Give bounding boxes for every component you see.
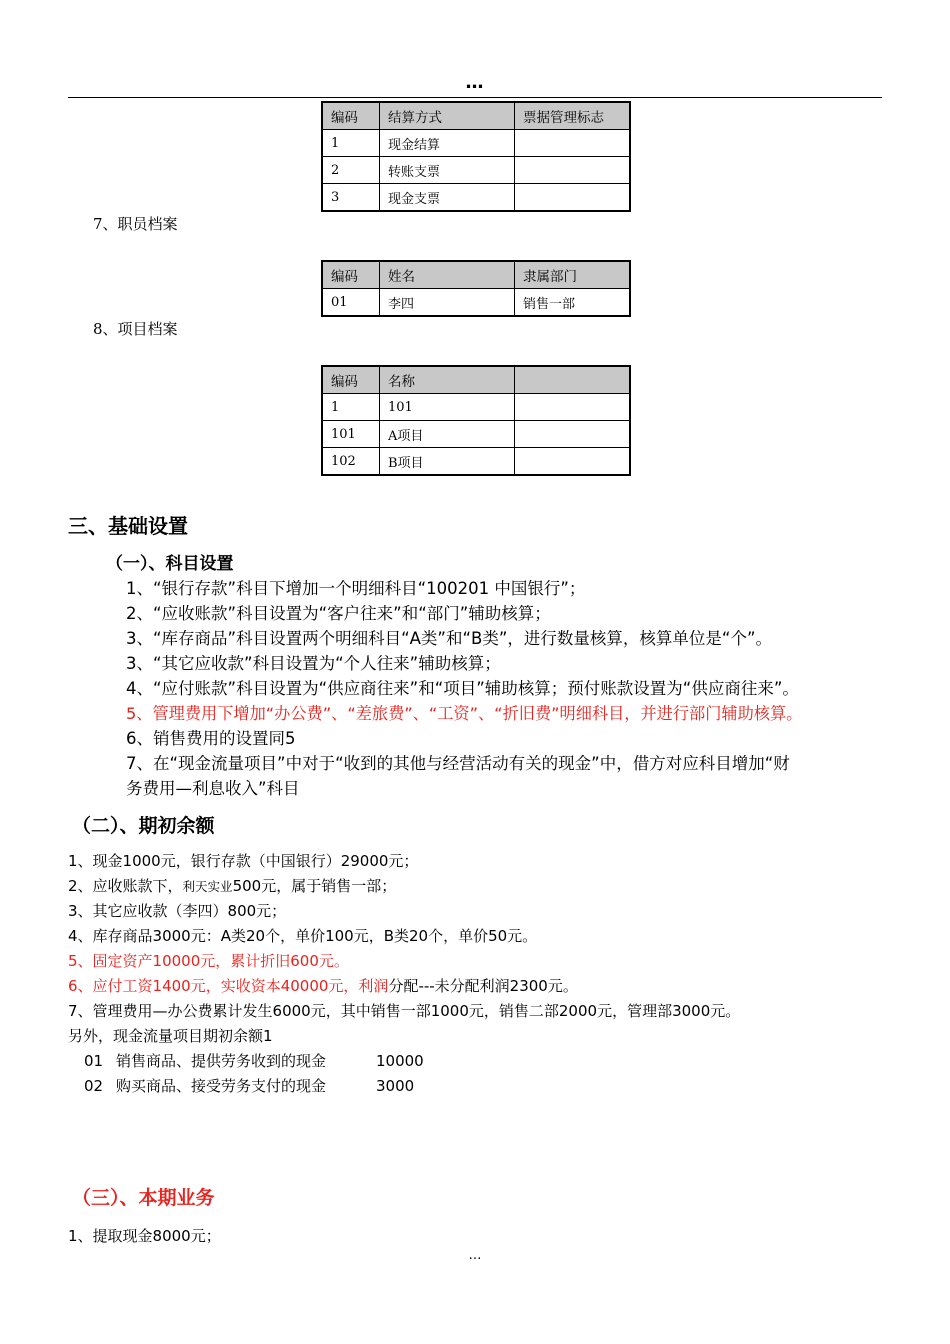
table-cell: 1 [322, 394, 380, 421]
header-ellipsis: … [465, 72, 485, 93]
table-header-cell: 编码 [322, 102, 380, 130]
project-section-label: 8、项目档案 [93, 320, 178, 338]
subsection-heading: （二）、期初余额 [72, 815, 215, 837]
table-row [322, 289, 630, 317]
table-cell: 102 [322, 448, 380, 476]
list-item: 4、“应付账款”科目设置为“供应商往来”和“项目”辅助核算；预付账款设置为“供应商往来”。 [126, 679, 799, 698]
table-cell: 李四 [380, 289, 515, 317]
cash-flow-code: 02 [84, 1077, 104, 1095]
cash-flow-row [84, 1075, 414, 1096]
table-header-cell: 姓名 [380, 261, 515, 289]
table-row [322, 157, 630, 184]
list-item-highlighted: 5、管理费用下增加“办公费”、“差旅费”、“工资”、“折旧费”明细科目，并进行部门辅助核算。 [126, 704, 803, 723]
table-header-cell: 隶属部门 [515, 261, 631, 289]
table-row [322, 421, 630, 448]
cash-flow-code: 01 [84, 1052, 104, 1070]
table-row [322, 184, 630, 212]
balance-line: 7、管理费用—办公费累计发生6000元，其中销售一部1000元，销售二部2000元，管理部3000元。 [68, 1002, 741, 1020]
table-cell: 现金结算 [380, 130, 515, 157]
balance-line-highlighted: 5、固定资产10000元，累计折旧600元。 [68, 952, 349, 970]
list-item: 6、销售费用的设置同5 [126, 729, 296, 748]
balance-line: 4、库存商品3000元：A类20个，单价100元，B类20个，单价50元。 [68, 927, 538, 945]
list-item: 7、在“现金流量项目”中对于“收到的其他与经营活动有关的现金”中，借方对应科目增加“财 [126, 754, 790, 773]
list-item: 1、“银行存款”科目下增加一个明细科目“100201 中国银行”； [126, 579, 586, 598]
table-row [322, 130, 630, 157]
balance-text: 500元，属于销售一部； [232, 877, 397, 895]
table-cell [515, 157, 631, 184]
table-cell [515, 130, 631, 157]
balance-line [68, 875, 396, 896]
cash-flow-amount: 10000 [376, 1052, 424, 1070]
table-cell: 3 [322, 184, 380, 212]
footer-ellipsis: … [468, 1248, 482, 1263]
settlement-table [321, 101, 631, 212]
list-item: 3、“其它应收款”科目设置为“个人往来”辅助核算； [126, 654, 501, 673]
balance-line: 3、其它应收款（李四）800元； [68, 902, 287, 920]
business-line: 1、提取现金8000元； [68, 1227, 221, 1245]
balance-text: 2、应收账款下， [68, 877, 183, 895]
table-cell [515, 184, 631, 212]
table-row [322, 394, 630, 421]
list-item-continuation: 务费用—利息收入”科目 [126, 779, 300, 798]
subsection-heading-highlighted: （三）、本期业务 [72, 1187, 215, 1209]
balance-text: 分配---未分配利润2300元。 [388, 977, 578, 995]
cash-flow-name: 销售商品、提供劳务收到的现金 [116, 1052, 327, 1070]
table-row [322, 448, 630, 476]
table-cell: 2 [322, 157, 380, 184]
table-header-row [322, 261, 630, 289]
balance-line [68, 975, 578, 996]
cash-flow-row [84, 1050, 424, 1071]
table-cell [515, 394, 631, 421]
subsection-heading: （一）、科目设置 [106, 554, 234, 574]
company-name: 利天实业 [182, 879, 233, 894]
table-cell: A项目 [380, 421, 515, 448]
project-table [321, 365, 631, 476]
table-header-row [322, 366, 630, 394]
employee-section-label: 7、职员档案 [93, 215, 178, 233]
table-header-cell [515, 366, 631, 394]
list-item: 2、“应收账款”科目设置为“客户往来”和“部门”辅助核算； [126, 604, 551, 623]
section-heading: 三、基础设置 [68, 514, 188, 538]
employee-table [321, 260, 631, 317]
table-cell [515, 421, 631, 448]
table-header-cell: 名称 [380, 366, 515, 394]
table-cell [515, 448, 631, 476]
table-cell: B项目 [380, 448, 515, 476]
table-cell: 01 [322, 289, 380, 317]
table-header-row [322, 102, 630, 130]
table-cell: 销售一部 [515, 289, 631, 317]
table-header-cell: 编码 [322, 366, 380, 394]
cash-flow-amount: 3000 [376, 1077, 415, 1095]
table-header-cell: 票据管理标志 [515, 102, 631, 130]
table-header-cell: 编码 [322, 261, 380, 289]
table-cell: 转账支票 [380, 157, 515, 184]
table-cell: 101 [380, 394, 515, 421]
cash-flow-intro: 另外，现金流量项目期初余额1 [68, 1027, 273, 1045]
list-item: 3、“库存商品”科目设置两个明细科目“A类”和“B类”，进行数量核算，核算单位是“个”。 [126, 629, 772, 648]
table-cell: 1 [322, 130, 380, 157]
table-cell: 现金支票 [380, 184, 515, 212]
table-header-cell: 结算方式 [380, 102, 515, 130]
balance-text-highlighted: 6、应付工资1400元，实收资本40000元，利润 [68, 977, 389, 995]
header-rule [68, 97, 882, 98]
cash-flow-name: 购买商品、接受劳务支付的现金 [116, 1077, 327, 1095]
balance-line: 1、现金1000元，银行存款（中国银行）29000元； [68, 852, 419, 870]
table-cell: 101 [322, 421, 380, 448]
